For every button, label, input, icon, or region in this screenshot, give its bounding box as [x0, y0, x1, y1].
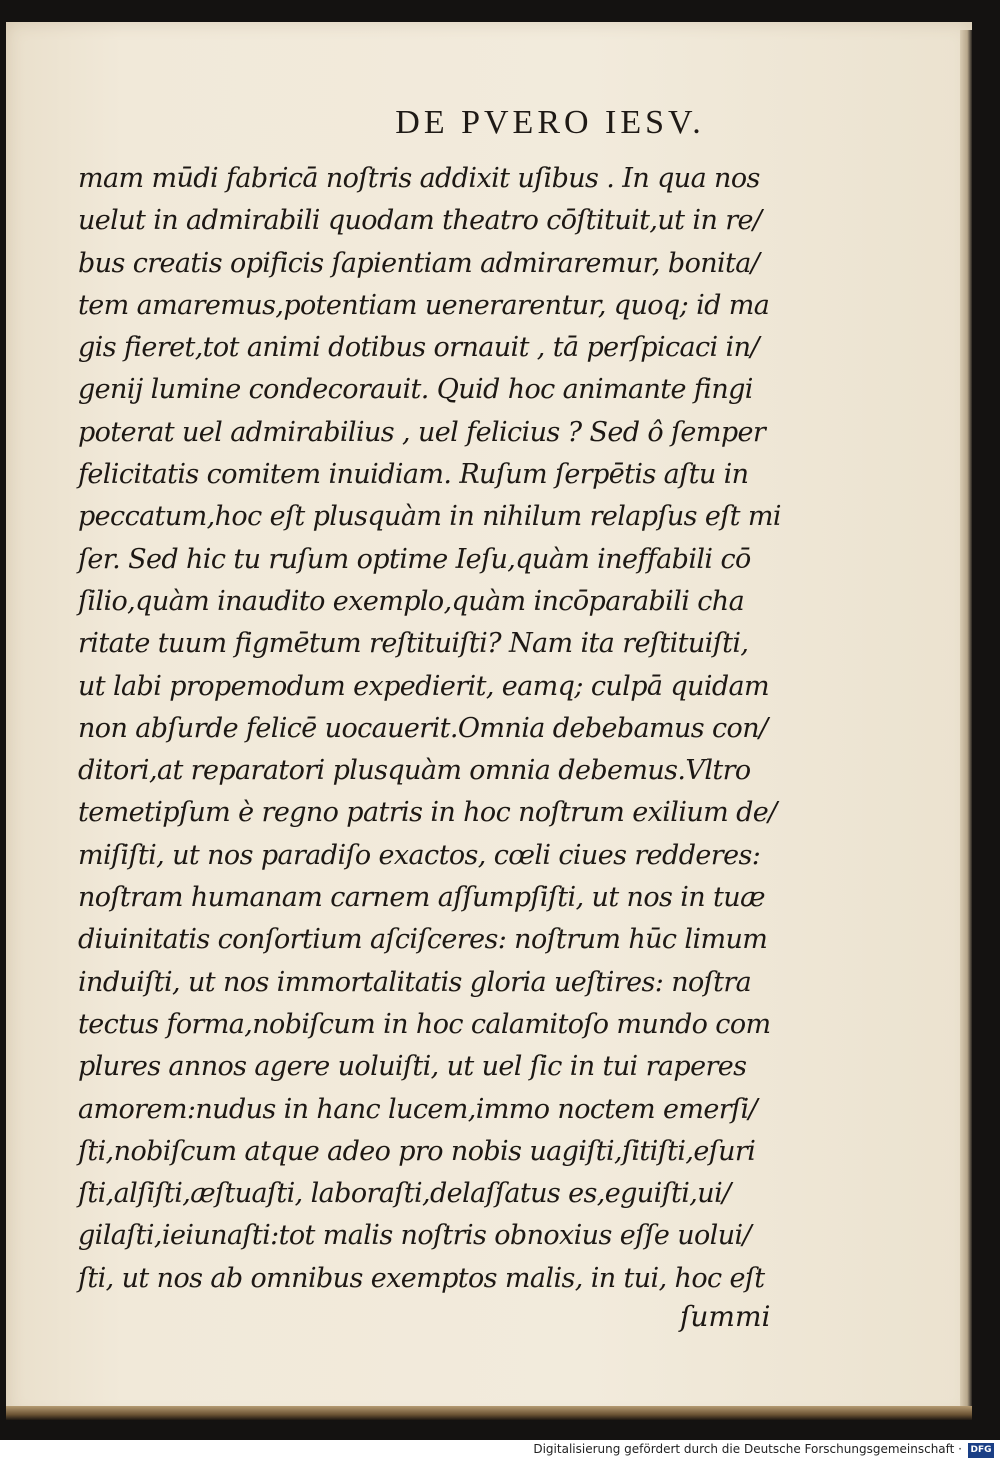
text-line: temetipſum è regno patris in hoc noſtrum exilium de/ — [78, 797, 777, 829]
text-line: ſer. Sed hic tu ruſum optime Ieſu,quàm ineffabili cō — [78, 543, 751, 575]
running-head: DE PVERO IESV. — [395, 104, 705, 141]
text-line: non abſurde felicē uocauerit.Omnia debebamus con/ — [78, 712, 768, 744]
text-line: ſti, ut nos ab omnibus exemptos malis, in tui, hoc eſt — [78, 1262, 765, 1294]
text-line: bus creatis opificis ſapientiam admiraremur, bonita/ — [78, 247, 760, 279]
text-block — [78, 158, 798, 1300]
text-line: induiſti, ut nos immortalitatis gloria ueſtires: noſtra — [78, 966, 752, 998]
text-line: amorem:nudus in hanc lucem,immo noctem emerſi/ — [78, 1093, 757, 1125]
page-bottom-edge — [6, 1406, 972, 1420]
text-line: tem amaremus,potentiam uenerarentur, quoq; id ma — [78, 289, 770, 321]
text-line: genij lumine condecorauit. Quid hoc animante fingi — [78, 374, 753, 406]
text-line: felicitatis comitem inuidiam. Ruſum ſerpētis aſtu in — [78, 459, 749, 491]
text-line: mam mūdi fabricā noſtris addixit uſibus . In qua nos — [78, 163, 760, 194]
footer-credit: Digitalisierung gefördert durch die Deutsche Forschungsgemeinschaft · — [533, 1442, 962, 1456]
catchword: ſummi — [680, 1300, 771, 1333]
text-line: ut labi propemodum expedierit, eamq; culpā quidam — [78, 670, 770, 702]
text-line: miſiſti, ut nos paradiſo exactos, cœli ciues redderes: — [78, 839, 761, 871]
text-line: uelut in admirabili quodam theatro cōſtituit,ut in re/ — [78, 205, 762, 237]
text-line: poterat uel admirabilius , uel felicius ? Sed ô ſemper — [78, 416, 766, 448]
text-line: ſti,nobiſcum atque adeo pro nobis uagiſti,ſitiſti,eſuri — [78, 1135, 756, 1167]
text-line: noſtram humanam carnem aſſumpſiſti, ut nos in tuæ — [78, 882, 765, 914]
text-line: gilaſti,ieiunaſti:tot malis noſtris obnoxius eſſe uolui/ — [78, 1220, 752, 1252]
text-line: ritate tuum figmētum reſtituiſti? Nam ita reſtituiſti, — [78, 628, 749, 660]
text-line: ditori,at reparatori plusquàm omnia debemus.Vltro — [78, 755, 751, 787]
text-line: plures annos agere uoluiſti, ut uel ſic in tui raperes — [78, 1051, 747, 1083]
text-line: gis fieret,tot animi dotibus ornauit , tā perſpicaci in/ — [78, 332, 759, 364]
page-edge — [960, 30, 972, 1418]
text-line: ſti,alſiſti,æſtuaſti, laboraſti,delaſſatus es,eguiſti,ui/ — [78, 1178, 731, 1210]
text-line: ſilio,quàm inaudito exemplo,quàm incōparabili cha — [78, 585, 745, 617]
text-line: peccatum,hoc eſt plusquàm in nihilum relapſus eſt mi — [78, 501, 781, 533]
dfg-logo-icon: DFG — [968, 1443, 994, 1458]
text-line: tectus forma,nobiſcum in hoc calamitoſo mundo com — [78, 1008, 771, 1040]
text-line: diuinitatis conſortium aſciſceres: noſtrum hūc limum — [78, 924, 768, 956]
